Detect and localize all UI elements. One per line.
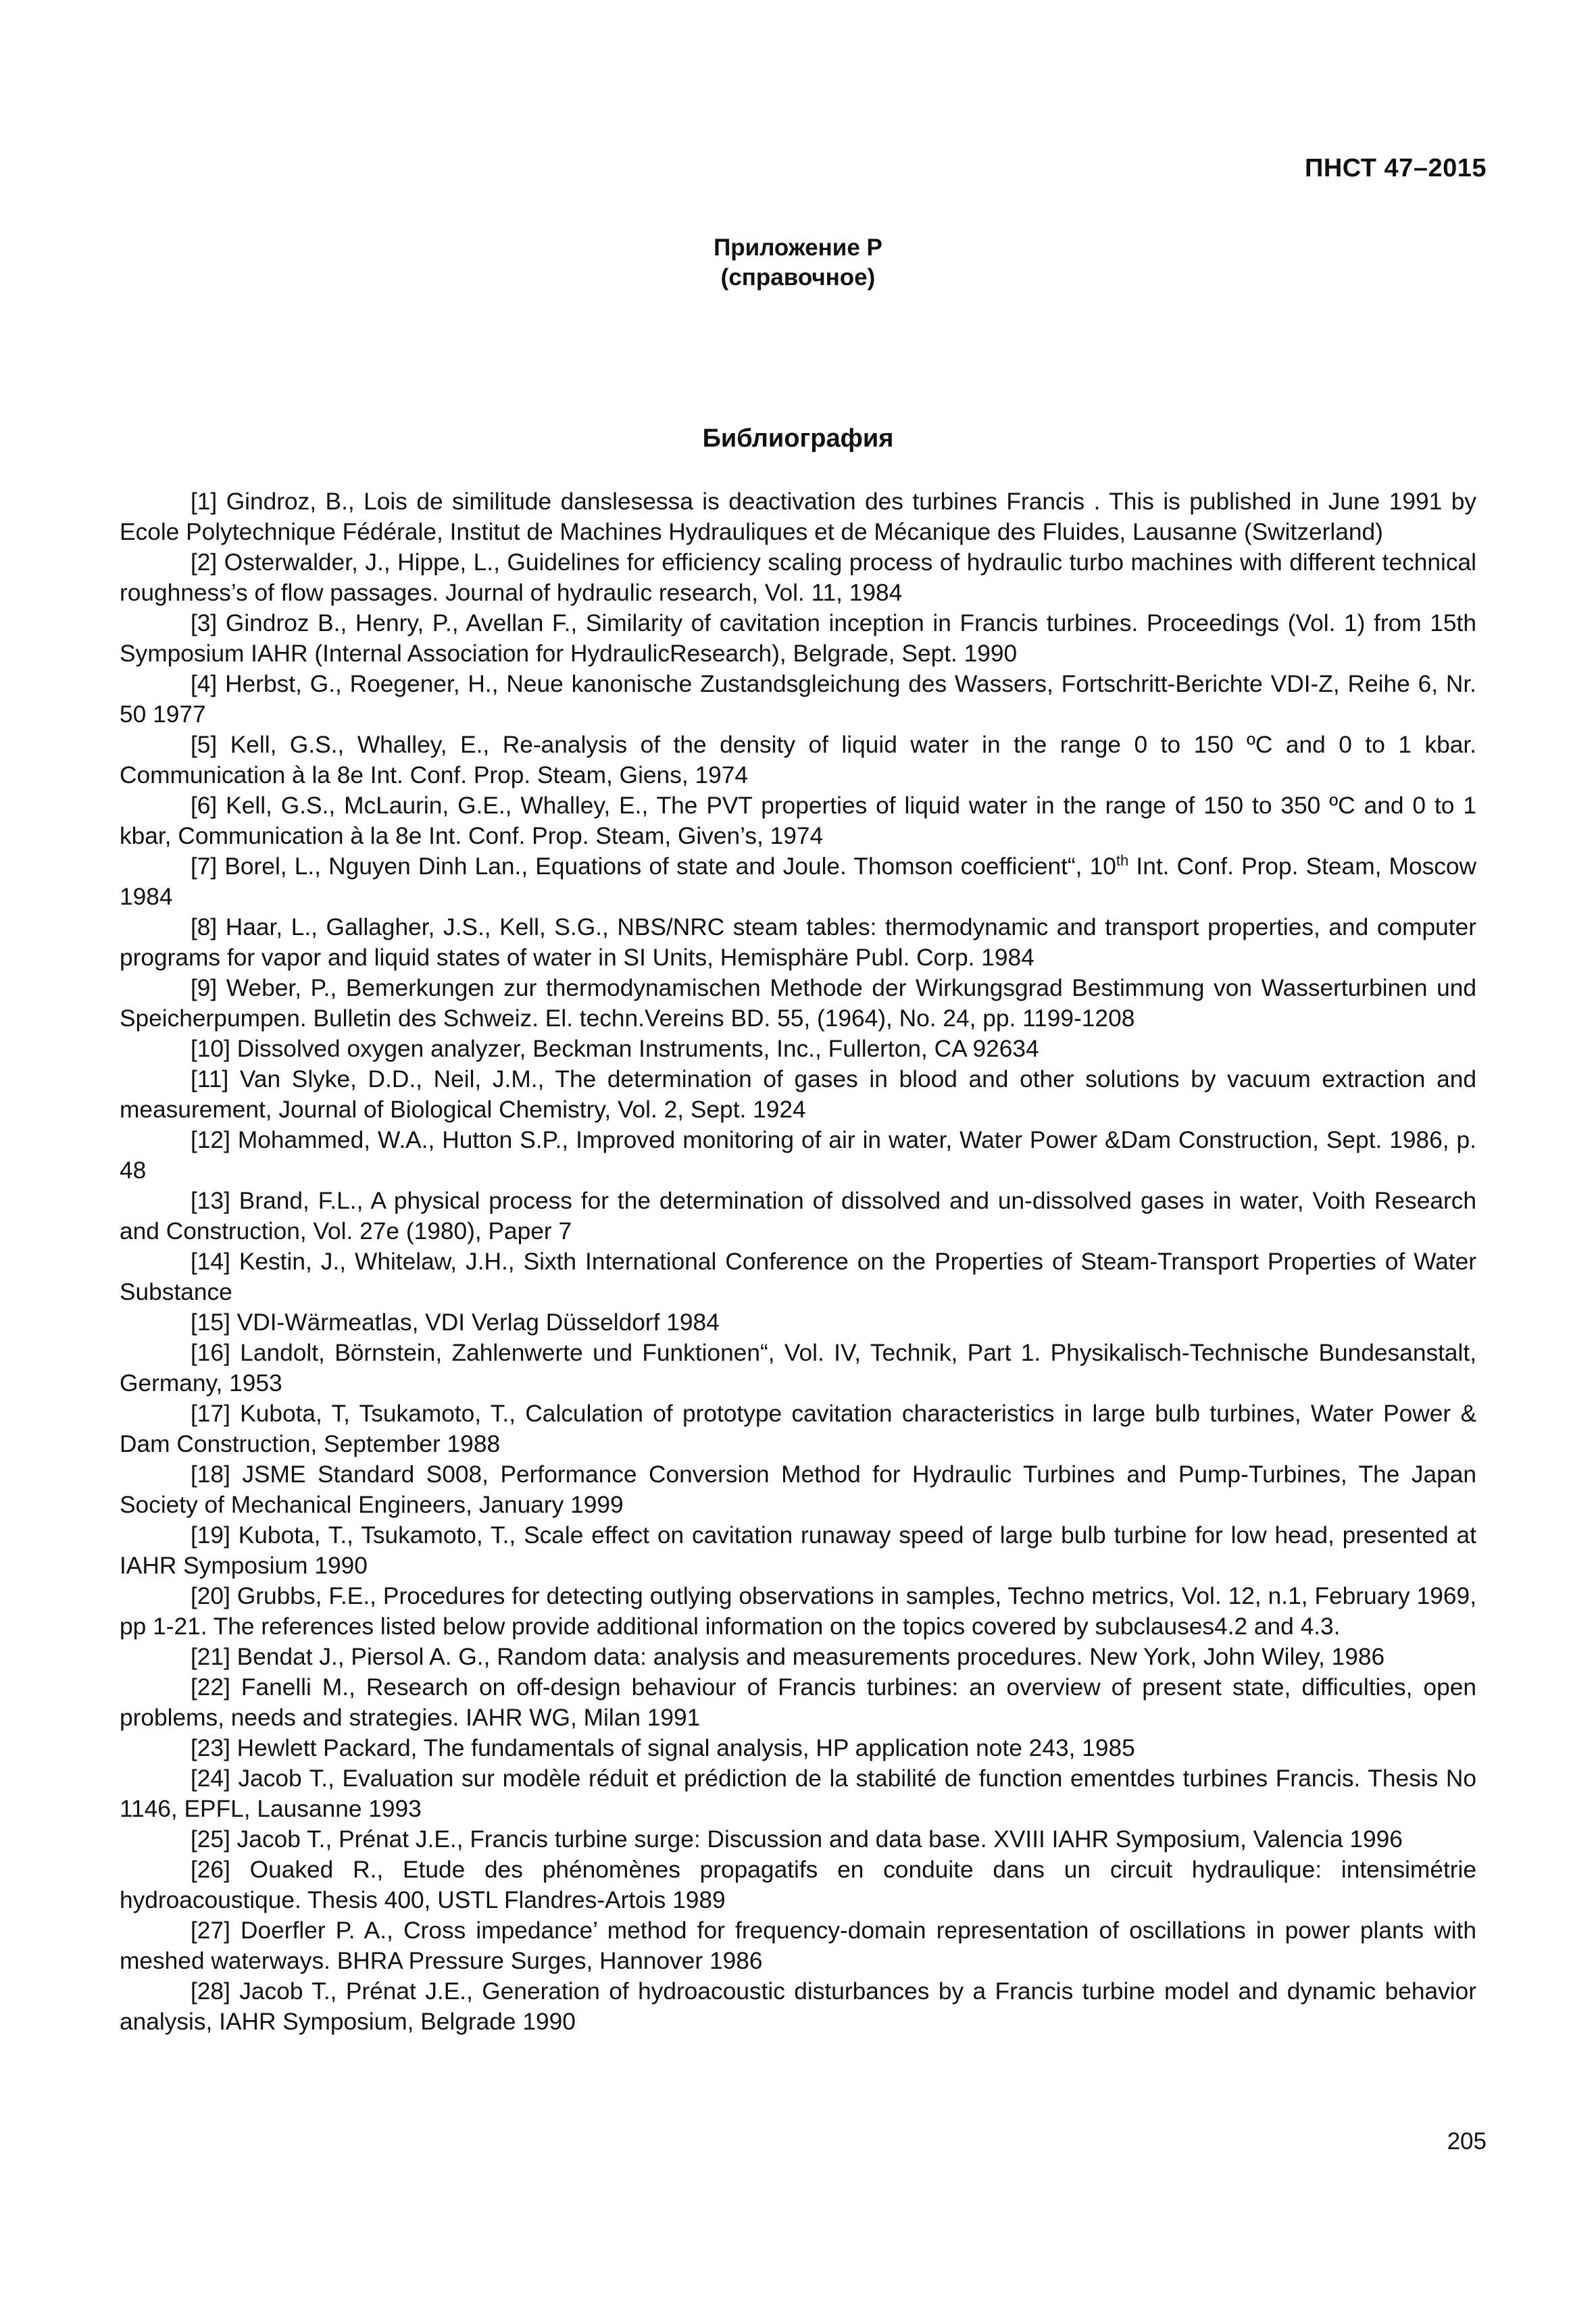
reference-item: [21] Bendat J., Piersol A. G., Random data: analysis and measurements procedures. New York, John Wiley, 1986 bbox=[191, 1644, 1385, 1670]
reference-item: [5] Kell, G.S., Whalley, E., Re-analysis of the density of liquid water in the range 0 to 150 ºC and 0 to 1 kbar. Communication à la 8e Int. Conf. Prop. Steam, Giens, 1974 bbox=[120, 732, 1476, 788]
reference-item: [6] Kell, G.S., McLaurin, G.E., Whalley, E., The PVT properties of liquid water in the range of 150 to 350 ºC and 0 to 1 kbar, Communication à la 8e Int. Conf. Prop. Steam, Given’s, 1974 bbox=[120, 793, 1476, 849]
reference-item: [27] Doerfler P. A., Cross impedance’ method for frequency-domain representation of oscillations in power plants with meshed waterways. BHRA Pressure Surges, Hannover 1986 bbox=[120, 1917, 1476, 1974]
reference-item: [26] Ouaked R., Etude des phénomènes propagatifs en conduite dans un circuit hydraulique: intensimétrie hydroacoustique. Thesis 400, USTL Flandres-Artois 1989 bbox=[120, 1857, 1476, 1913]
reference-item: [19] Kubota, T., Tsukamoto, T., Scale effect on cavitation runaway speed of large bulb turbine for low head, presented at IAHR Symposium 1990 bbox=[120, 1522, 1476, 1579]
bibliography-heading: Библиография bbox=[702, 424, 894, 453]
appendix-subtitle: (справочное) bbox=[720, 264, 876, 291]
reference-item: [8] Haar, L., Gallagher, J.S., Kell, S.G., NBS/NRC steam tables: thermodynamic and transport properties, and computer programs for vapor and liquid states of water in SI Units, Hemisphäre Publ. Corp. 1984 bbox=[120, 914, 1476, 971]
reference-item: [1] Gindroz, B., Lois de similitude danslesessa is deactivation des turbines Francis . This is published in June 1991 by Ecole Polytechnique Fédérale, Institut de Machines Hydrauliques et de Mécanique des Fluides, Lausanne (Switzerland) bbox=[120, 488, 1476, 545]
document-code: ПНСТ 47–2015 bbox=[1305, 154, 1487, 182]
reference-item: [13] Brand, F.L., A physical process for the determination of dissolved and un-dissolved gases in water, Voith Research and Construction, Vol. 27e (1980), Paper 7 bbox=[120, 1188, 1476, 1244]
reference-item: [15] VDI-Wärmeatlas, VDI Verlag Düsseldorf 1984 bbox=[191, 1309, 720, 1336]
reference-item: [9] Weber, P., Bemerkungen zur thermodynamischen Methode der Wirkungsgrad Bestimmung von Wasserturbinen und Speicherpumpen. Bulletin des Schweiz. El. techn.Vereins BD. 55, (1964), No. 24, pp. 1199-1208 bbox=[120, 975, 1476, 1032]
reference-item: [12] Mohammed, W.A., Hutton S.P., Improved monitoring of air in water, Water Power &Dam Construction, Sept. 1986, p. 48 bbox=[120, 1127, 1476, 1184]
superscript-ordinal: th bbox=[1116, 852, 1129, 870]
reference-item: [23] Hewlett Packard, The fundamentals of signal analysis, HP application note 243, 1985 bbox=[191, 1735, 1135, 1761]
reference-text: [7] Borel, L., Nguyen Dinh Lan., Equations of state and Joule. Thomson coefficient“, 10 bbox=[191, 853, 1116, 880]
reference-item: [25] Jacob T., Prénat J.E., Francis turbine surge: Discussion and data base. XVIII IAHR Symposium, Valencia 1996 bbox=[191, 1826, 1403, 1853]
reference-item: [28] Jacob T., Prénat J.E., Generation of hydroacoustic disturbances by a Francis turbine model and dynamic behavior analysis, IAHR Symposium, Belgrade 1990 bbox=[120, 1978, 1476, 2035]
reference-item: [14] Kestin, J., Whitelaw, J.H., Sixth International Conference on the Properties of Steam-Transport Properties of Water Substance bbox=[120, 1249, 1476, 1305]
page-number: 205 bbox=[1447, 2128, 1487, 2155]
reference-item: [20] Grubbs, F.E., Procedures for detecting outlying observations in samples, Techno metrics, Vol. 12, n.1, February 1969, pp 1-21. The references listed below provide additional information on the topics covered by subclauses4.2 and 4.3. bbox=[120, 1583, 1476, 1640]
reference-item: [17] Kubota, T, Tsukamoto, T., Calculation of prototype cavitation characteristics in large bulb turbines, Water Power & Dam Construction, September 1988 bbox=[120, 1401, 1476, 1457]
reference-item: [24] Jacob T., Evaluation sur modèle réduit et prédiction de la stabilité de function ementdes turbines Francis. Thesis No 1146, EPFL, Lausanne 1993 bbox=[120, 1765, 1476, 1822]
reference-item: [2] Osterwalder, J., Hippe, L., Guidelines for efficiency scaling process of hydraulic turbo machines with different technical roughness’s of flow passages. Journal of hydraulic research, Vol. 11, 1984 bbox=[120, 549, 1476, 606]
reference-text: Int. Conf. Prop. Steam, Moscow 1984 bbox=[120, 853, 1476, 910]
reference-item: [4] Herbst, G., Roegener, H., Neue kanonische Zustandsgleichung des Wassers, Fortschritt-Berichte VDI-Z, Reihe 6, Nr. 50 1977 bbox=[120, 671, 1476, 728]
reference-item: [16] Landolt, Börnstein, Zahlenwerte und Funktionen“, Vol. IV, Technik, Part 1. Physikalisch-Technische Bundesanstalt, Germany, 1953 bbox=[120, 1340, 1476, 1397]
reference-item: [11] Van Slyke, D.D., Neil, J.M., The determination of gases in blood and other solutions by vacuum extraction and measurement, Journal of Biological Chemistry, Vol. 2, Sept. 1924 bbox=[120, 1066, 1476, 1123]
reference-item: [18] JSME Standard S008, Performance Conversion Method for Hydraulic Turbines and Pump-Turbines, The Japan Society of Mechanical Engineers, January 1999 bbox=[120, 1461, 1476, 1518]
reference-item bbox=[120, 851, 1476, 912]
appendix-block bbox=[0, 233, 1596, 293]
appendix-title: Приложение Р bbox=[714, 234, 882, 261]
reference-item: [22] Fanelli M., Research on off-design behaviour of Francis turbines: an overview of present state, difficulties, open problems, needs and strategies. IAHR WG, Milan 1991 bbox=[120, 1674, 1476, 1731]
reference-item: [3] Gindroz B., Henry, P., Avellan F., Similarity of cavitation inception in Francis turbines. Proceedings (Vol. 1) from 15th Symposium IAHR (Internal Association for HydraulicResearch), Belgrade, Sept. 1990 bbox=[120, 610, 1476, 667]
reference-item: [10] Dissolved oxygen analyzer, Beckman Instruments, Inc., Fullerton, CA 92634 bbox=[191, 1036, 1039, 1062]
reference-list bbox=[120, 486, 1476, 2037]
